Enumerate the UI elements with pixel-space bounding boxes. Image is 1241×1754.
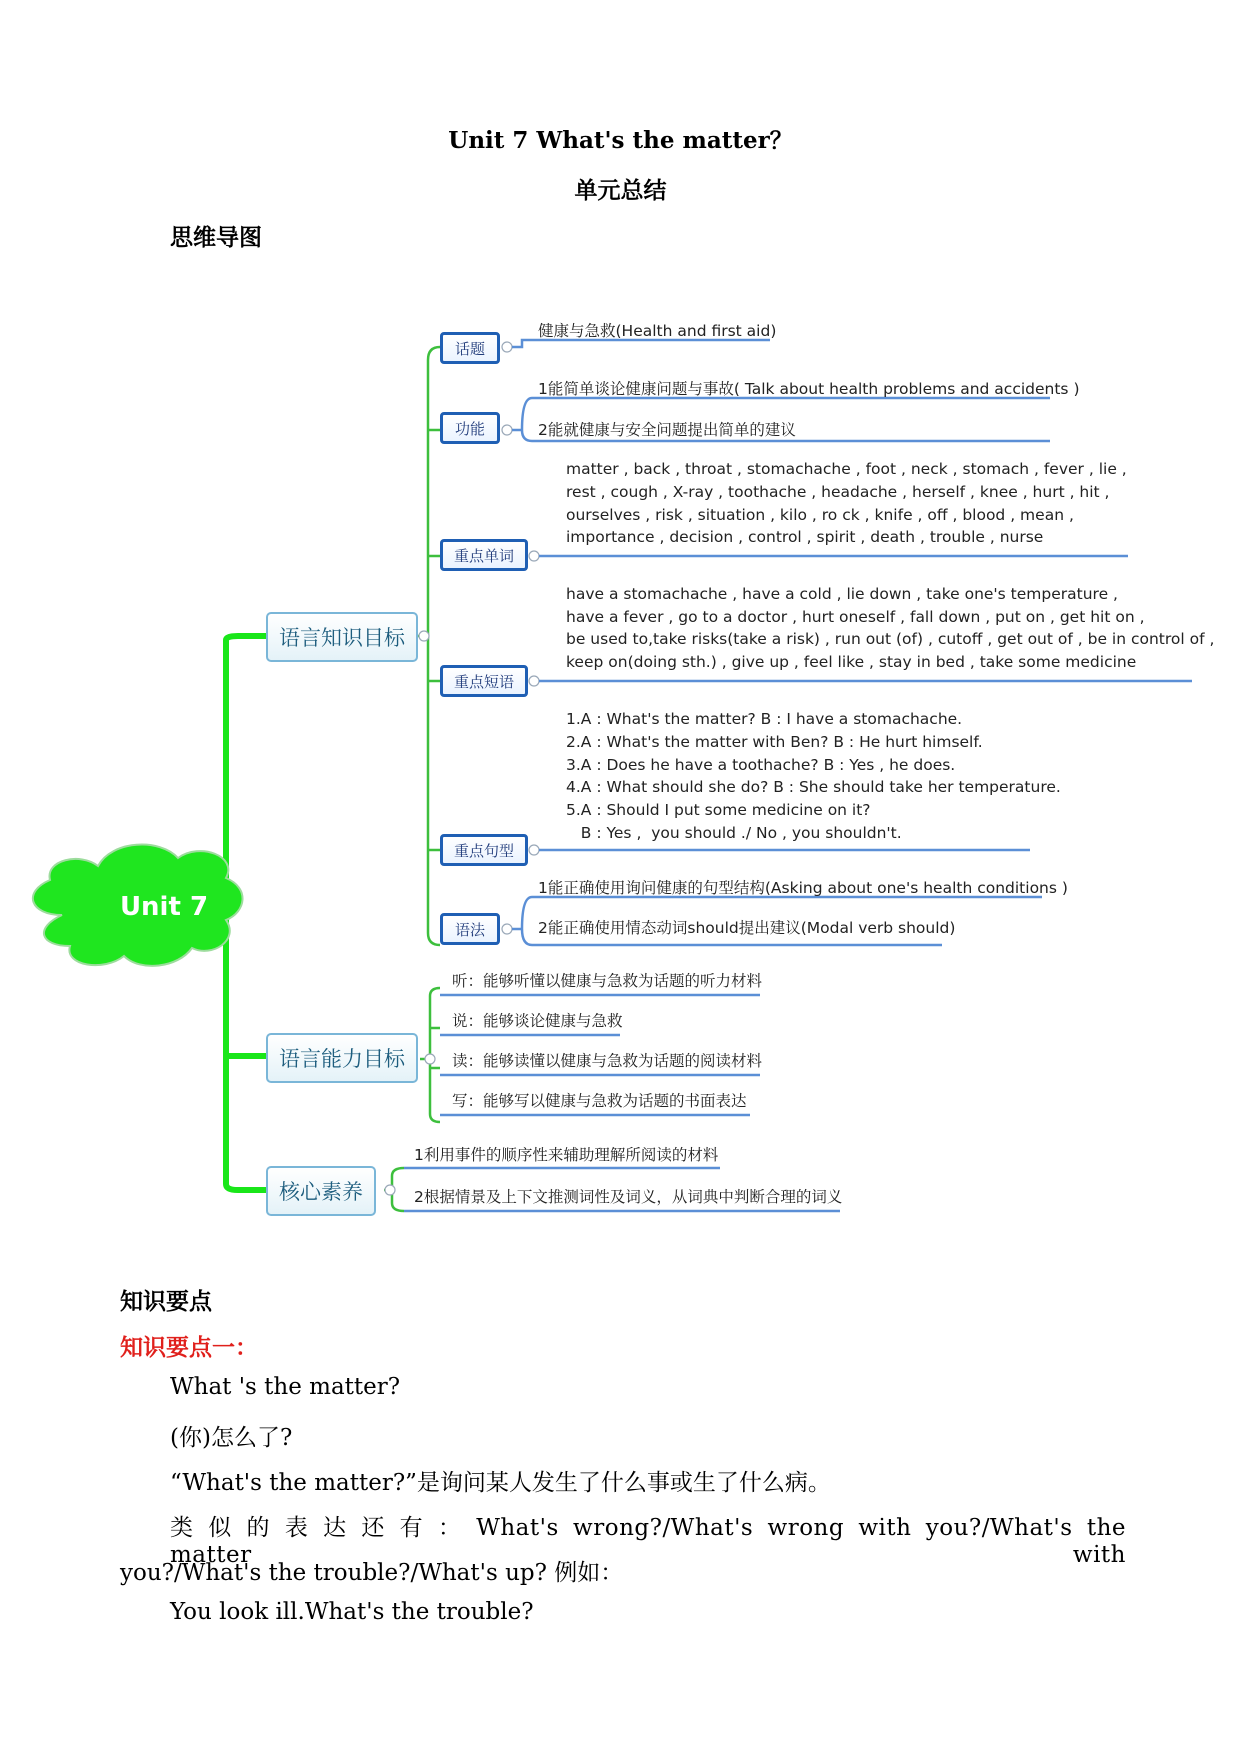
key-phrases-line-1: have a stomachache , have a cold , lie down , take one's temperature , [566,585,1118,603]
node-function: 功能 [440,412,500,444]
point-one-explanation: “What's the matter?”是询问某人发生了什么事或生了什么病。 [170,1470,831,1496]
core-literacy-2: 2根据情景及上下文推测词性及词义，从词典中判断合理的词义 [414,1188,843,1206]
topic-text: 健康与急救(Health and first aid) [538,322,777,340]
mindmap-root: Unit 7 [119,892,209,922]
knowledge-heading: 知识要点 [120,1288,212,1315]
branch-language-ability: 语言能力目标 [266,1033,418,1083]
ability-reading: 读：能够读懂以健康与急救为话题的阅读材料 [452,1052,763,1070]
key-phrases-line-3: be used to,take risks(take a risk) , run out (of) , cutoff , get out of , be in control of , [566,630,1215,648]
key-sentence-4: 4.A : What should she do? B : She should take her temperature. [566,778,1061,796]
node-topic: 话题 [440,332,500,364]
key-words-line-4: importance , decision , control , spirit , death , trouble , nurse [566,528,1044,546]
node-key-words: 重点单词 [440,539,528,571]
point-one-similar-expressions: 类 似 的 表 达 还 有 ： What's wrong?/What's wrong with you?/What's the matter with [170,1515,1126,1568]
ability-speaking: 说：能够谈论健康与急救 [452,1012,623,1030]
key-words-line-3: ourselves , risk , situation , kilo , ro ck , knife , off , blood , mean , [566,506,1074,524]
point-one-translation: (你)怎么了? [170,1425,293,1451]
node-key-sentences: 重点句型 [440,834,528,866]
ability-writing: 写：能够写以健康与急救为话题的书面表达 [452,1092,747,1110]
point-one-similar-expressions-cont: you?/What's the trouble?/What's up? 例如： [120,1560,624,1586]
key-sentence-1: 1.A : What's the matter? B : I have a stomachache. [566,710,963,728]
page-title: Unit 7 What's the matter？ [448,127,793,154]
page-subtitle: 单元总结 [574,177,667,204]
node-key-phrases: 重点短语 [440,665,528,697]
key-phrases-line-4: keep on(doing sth.) , give up , feel like , stay in bed , take some medicine [566,653,1137,671]
key-sentence-5: 5.A : Should I put some medicine on it? [566,801,871,819]
key-words-line-2: rest , cough , X-ray , toothache , headache , herself , knee , hurt , hit , [566,483,1110,501]
key-sentence-2: 2.A : What's the matter with Ben? B : He hurt himself. [566,733,983,751]
point-one-heading: 知识要点一： [120,1334,258,1361]
key-sentence-3: 3.A : Does he have a toothache? B : Yes , he does. [566,756,956,774]
function-line-1: 1能简单谈论健康问题与事故( Talk about health problems and accidents ) [538,380,1080,398]
key-phrases-line-2: have a fever , go to a doctor , hurt oneself , fall down , put on , get hit on , [566,608,1145,626]
grammar-line-2: 2能正确使用情态动词should提出建议(Modal verb should) [538,919,956,937]
key-words-line-1: matter , back , throat , stomachache , foot , neck , stomach , fever , lie , [566,460,1127,478]
node-grammar: 语法 [440,913,500,945]
mindmap-heading: 思维导图 [170,224,262,251]
point-one-phrase: What 's the matter? [170,1374,401,1400]
key-sentence-5-answer: B : Yes , you should ./ No , you shouldn't. [566,824,902,842]
branch-language-knowledge: 语言知识目标 [266,612,418,662]
grammar-line-1: 1能正确使用询问健康的句型结构(Asking about one's health conditions ) [538,879,1068,897]
point-one-example: You look ill.What's the trouble? [170,1599,534,1625]
branch-core-literacy: 核心素养 [266,1166,376,1216]
ability-listening: 听：能够听懂以健康与急救为话题的听力材料 [452,972,763,990]
core-literacy-1: 1利用事件的顺序性来辅助理解所阅读的材料 [414,1146,719,1164]
function-line-2: 2能就健康与安全问题提出简单的建议 [538,421,796,439]
